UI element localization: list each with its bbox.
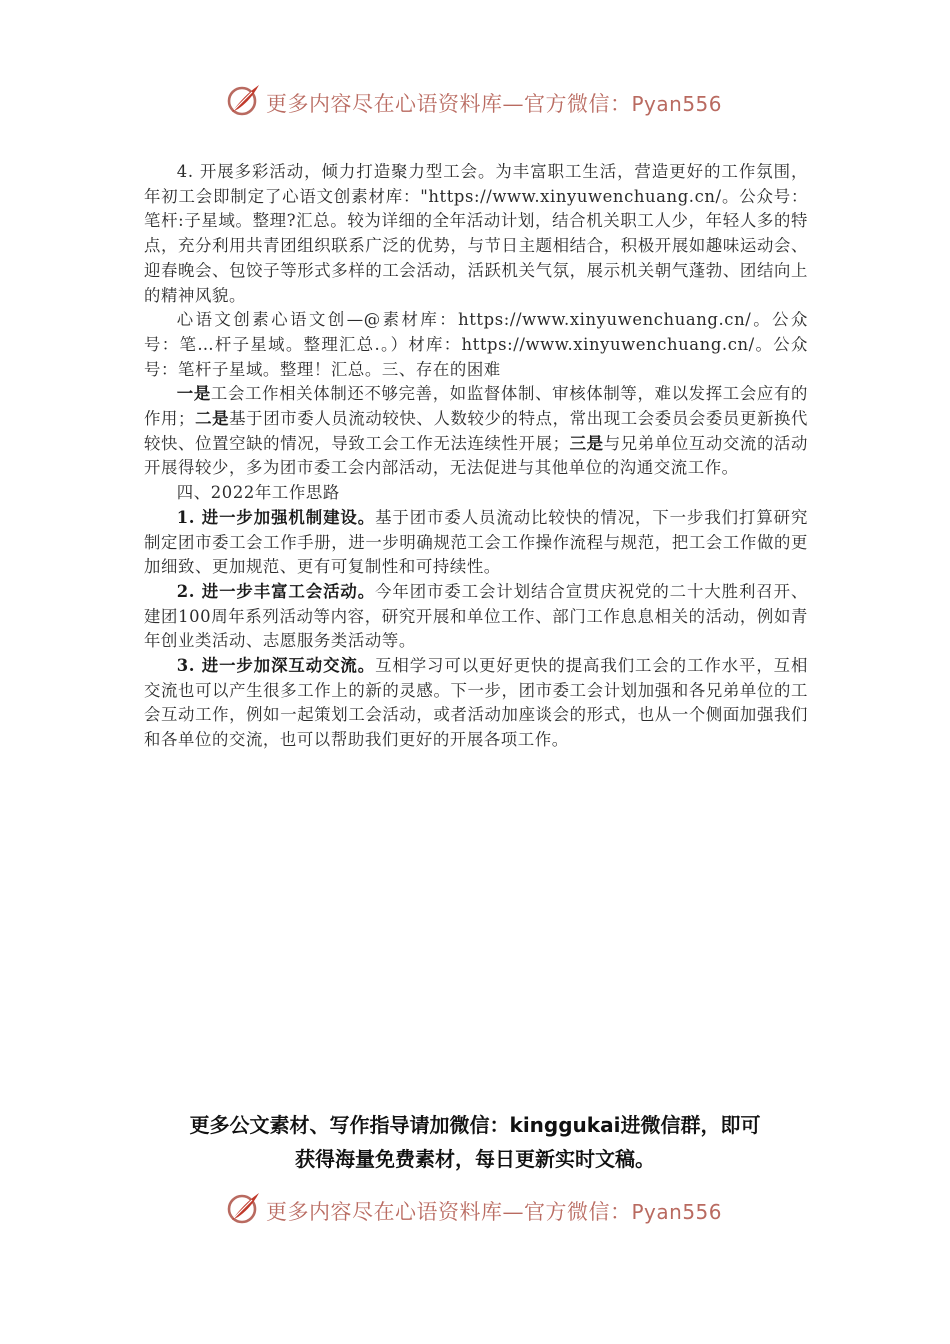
promo-banner bbox=[0, 1108, 950, 1176]
quill-logo-icon bbox=[226, 82, 262, 118]
document-body bbox=[144, 160, 808, 753]
list-item: 3. 进一步加深互动交流。互相学习可以更好更快的提高我们工会的工作水平，互相交流也可以产生很多工作上的新的灵感。下一步，团市委工会计划加强和各兄弟单位的工会互动工作，例如一起策划工会活动，或者活动加座谈会的形式，也从一个侧面加强我们和各单位的交流，也可以帮助我们更好的开展各项工作。 bbox=[144, 656, 808, 750]
list-item: 1. 进一步加强机制建设。基于团市委人员流动比较快的情况，下一步我们打算研究制定团市委工会工作手册，进一步明确规范工会工作操作流程与规范，把工会工作做的更加细致、更加规范、更有可复制性和可持续性。 bbox=[144, 507, 808, 577]
paragraph-difficulties: 一是工会工作相关体制还不够完善，如监督体制、审核体制等，难以发挥工会应有的作用；二是基于团市委人员流动较快、人数较少的特点，常出现工会委员会委员更新换代较快、位置空缺的情况，导致工会工作无法连续性开展；三是与兄弟单位互动交流的活动开展得较少，多为团市委工会内部活动，无法促进与其他单位的沟通交流工作。 bbox=[144, 384, 808, 478]
section-heading: 四、2022年工作思路 bbox=[176, 483, 340, 503]
header-brand bbox=[0, 82, 950, 122]
paragraph-activities: 4. 开展多彩活动，倾力打造聚力型工会。为丰富职工生活，营造更好的工作氛围，年初工会即制定了心语文创素材库："https://www.xinyuwenchuang.cn/。公众号：笔杆:子星域。整理?汇总。较为详细的全年活动计划，结合机关职工人少，年轻人多的特点，充分利用共青团组织联系广泛的优势，与节日主题相结合，积极开展如趣味运动会、迎春晚会、包饺子等形式多样的工会活动，活跃机关气氛，展示机关朝气蓬勃、团结向上的精神风貌。 bbox=[144, 162, 808, 305]
brand-title: 更多内容尽在心语资料库—官方微信：Pyan556 bbox=[266, 92, 723, 116]
list-item: 2. 进一步丰富工会活动。今年团市委工会计划结合宣贯庆祝党的二十大胜利召开、建团100周年系列活动等内容，研究开展和单位工作、部门工作息息相关的活动，例如青年创业类活动、志愿服务类活动等。 bbox=[144, 581, 808, 651]
brand-wechat-id: Pyan556 bbox=[631, 92, 723, 116]
promo-line: 获得海量免费素材，每日更新实时文稿。 bbox=[295, 1147, 655, 1171]
brand-title: 更多内容尽在心语资料库—官方微信：Pyan556 bbox=[266, 1200, 723, 1224]
quill-logo-icon bbox=[226, 1190, 262, 1226]
footer-brand bbox=[0, 1190, 950, 1230]
brand-wechat-id: Pyan556 bbox=[631, 1200, 723, 1224]
paragraph-material-library: 心语文创素心语文创—@素材库：https://www.xinyuwenchuang.cn/。公众号：笔…杆子星域。整理汇总.。）材库：https://www.xinyuwenchuang.cn/。公众号：笔杆子星域。整理！汇总。三、存在的困难 bbox=[144, 310, 808, 379]
promo-line: 更多公文素材、写作指导请加微信：kinggukai进微信群，即可 bbox=[189, 1113, 761, 1137]
